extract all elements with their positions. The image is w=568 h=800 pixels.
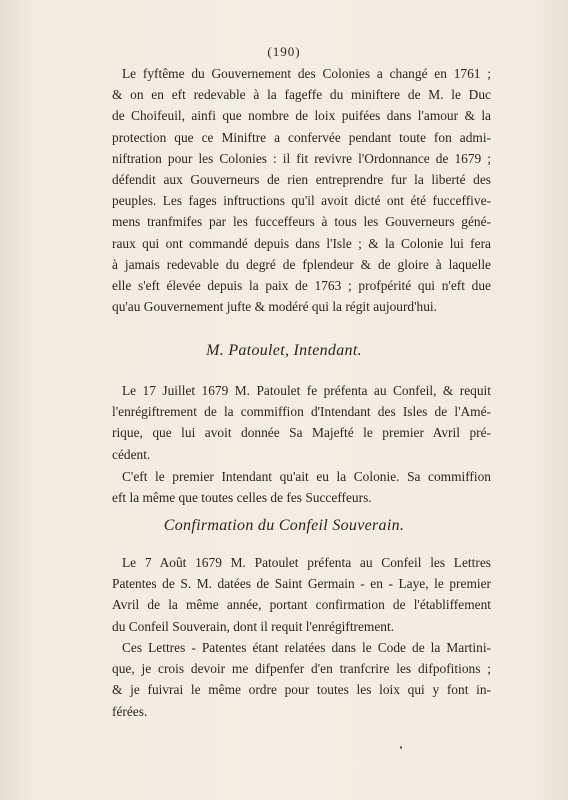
text-line: mens tranfmifes par les fucceffeurs à tous les Gouverneurs géné-: [112, 214, 491, 230]
text-line: C'eft le premier Intendant qu'ait eu la Colonie. Sa commiffion: [122, 469, 491, 484]
text-line: Le 17 Juillet 1679 M. Patoulet fe préfenta au Confeil, & requit: [122, 383, 491, 398]
page-number: (190): [267, 44, 301, 59]
text-line: Patentes de S. M. datées de Saint Germain - en - Laye, le premier: [112, 576, 491, 592]
text-line: défendit aux Gouverneurs de rien entreprendre fur la liberté des: [112, 172, 491, 188]
text-line: l'enrégiftrement de la commiffion d'Intendant des Isles de l'Amé-: [112, 404, 491, 420]
text-line: eft la même que toutes celles de fes Succeffeurs.: [112, 490, 372, 506]
section-heading-intendant: M. Patoulet, Intendant.: [206, 342, 362, 359]
text-line: peuples. Les fages inftructions qu'il avoit dicté ont été fucceffive-: [112, 193, 491, 209]
text-line: rique, que lui avoit donnée Sa Majefté le premier Avril pré-: [112, 425, 491, 441]
text-line: niftration pour les Colonies : il fit revivre l'Ordonnance de 1679 ;: [112, 150, 491, 166]
text-line: que, je crois devoir me difpenfer d'en tranfcrire les difpofitions ;: [112, 661, 491, 677]
ink-speck: [400, 746, 402, 749]
text-line: Le 7 Août 1679 M. Patoulet préfenta au Confeil les Lettres: [122, 555, 491, 570]
text-line: à jamais redevable du degré de fplendeur & de gloire à laquelle: [112, 256, 491, 272]
paragraph-colonial-government: [112, 63, 491, 317]
paragraph-first-intendant: [112, 466, 491, 508]
paragraph-letters-patent: [112, 552, 491, 637]
text-line: de Choifeuil, ainfi que nombre de loix puifées dans l'amour & la: [112, 108, 491, 124]
text-line: du Confeil Souverain, dont il requit l'enrégiftrement.: [112, 618, 395, 634]
text-line: protection que ce Miniftre a confervée pendant toute fon admi-: [112, 129, 491, 145]
text-line: cédent.: [112, 446, 151, 462]
text-line: & on en eft redevable à la fageffe du miniftere de M. le Duc: [112, 87, 491, 103]
text-line: Avril de la même année, portant confirmation de l'établiffement: [112, 597, 491, 613]
text-line: férées.: [112, 703, 148, 719]
paragraph-code-martinique: [112, 637, 491, 722]
text-line: raux qui ont commandé depuis dans l'Isle ; & la Colonie lui fera: [112, 235, 491, 251]
text-line: & je fuivrai le même ordre pour toutes les loix qui y font in-: [112, 682, 491, 698]
text-line: Ces Lettres - Patentes étant relatées dans le Code de la Martini-: [122, 640, 491, 655]
text-line: qu'au Gouvernement jufte & modéré qui la régit aujourd'hui.: [112, 299, 437, 315]
text-line: Le fyftême du Gouvernement des Colonies a changé en 1761 ;: [122, 66, 491, 81]
paragraph-intendant-commission: [112, 380, 491, 465]
section-heading-confirmation: Confirmation du Confeil Souverain.: [163, 517, 405, 534]
text-line: elle s'eft élevée depuis la paix de 1763 ; profpérité qui n'eft due: [112, 278, 491, 294]
